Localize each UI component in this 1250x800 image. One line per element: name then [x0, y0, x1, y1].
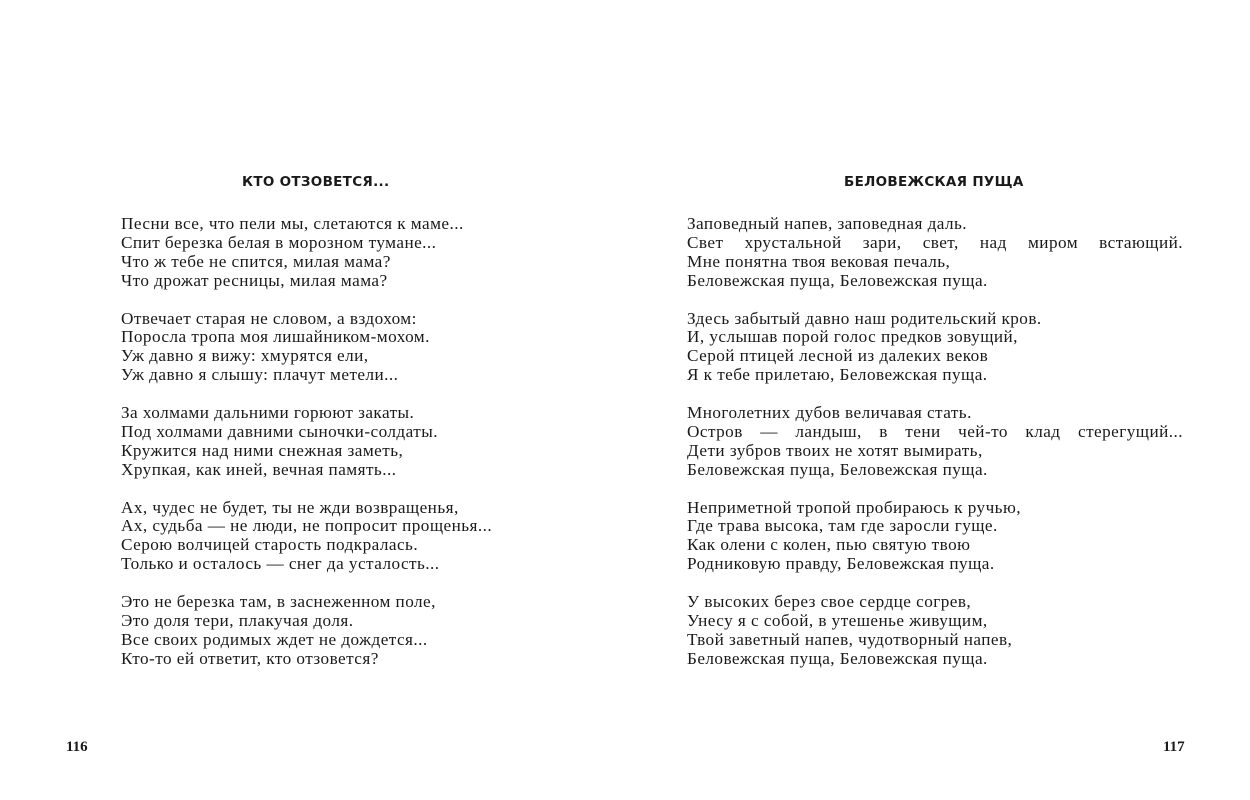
stanza — [121, 499, 601, 575]
stanza — [121, 310, 601, 386]
verse-line: Спит березка белая в морозном тумане... — [121, 232, 437, 252]
verse-line: За холмами дальними горюют закаты. — [121, 403, 415, 423]
verse-line: Свет хрустальной зари, свет, над миром встающий. — [687, 232, 1183, 252]
verse-line: Это не березка там, в заснеженном поле, — [121, 592, 436, 612]
verse-line: Что ж тебе не спится, милая мама? — [121, 251, 391, 271]
verse-line: У высоких берез свое сердце согрев, — [687, 592, 972, 612]
verse-line: Серой птицей лесной из далеких веков — [687, 346, 989, 366]
verse-line: Здесь забытый давно наш родительский кров. — [687, 308, 1042, 328]
verse-line: Дети зубров твоих не хотят вымирать, — [687, 440, 983, 460]
verse-line: Ах, судьба — не люди, не попросит прощенья... — [121, 516, 493, 536]
verse-line: Ах, чудес не будет, ты не жди возвращенья, — [121, 497, 459, 517]
verse-line: И, услышав порой голос предков зовущий, — [687, 327, 1018, 347]
verse-line: Поросла тропа моя лишайником-мохом. — [121, 327, 430, 347]
poem-body — [121, 215, 601, 688]
poem-title: КТО ОТЗОВЕТСЯ... — [242, 174, 390, 190]
poem-title: БЕЛОВЕЖСКАЯ ПУЩА — [844, 174, 1024, 190]
verse-line: Остров — ландыш, в тени чей-то клад стерегущий... — [687, 421, 1183, 441]
page-number: 117 — [1163, 739, 1185, 755]
right-page — [625, 0, 1250, 800]
verse-line: Беловежская пуща, Беловежская пуща. — [687, 270, 988, 290]
verse-line: Серою волчицей старость подкралась. — [121, 535, 419, 555]
verse-line: Мне понятна твоя вековая печаль, — [687, 251, 951, 271]
verse-line: Только и осталось — снег да усталость... — [121, 554, 440, 574]
stanza — [687, 215, 1187, 291]
stanza — [121, 404, 601, 480]
verse-line: Беловежская пуща, Беловежская пуща. — [687, 648, 988, 668]
stanza — [687, 593, 1187, 669]
verse-line: Твой заветный напев, чудотворный напев, — [687, 629, 1013, 649]
verse-line: Беловежская пуща, Беловежская пуща. — [687, 459, 988, 479]
stanza — [687, 310, 1187, 386]
verse-line: Я к тебе прилетаю, Беловежская пуща. — [687, 365, 988, 385]
verse-line: Заповедный напев, заповедная даль. — [687, 214, 968, 233]
verse-line: Уж давно я вижу: хмурятся ели, — [121, 346, 369, 366]
verse-line: Песни все, что пели мы, слетаются к маме... — [121, 214, 464, 233]
verse-line: Под холмами давними сыночки-солдаты. — [121, 421, 438, 441]
verse-line: Унесу я с собой, в утешенье живущим, — [687, 610, 988, 630]
stanza — [687, 499, 1187, 575]
verse-line: Многолетних дубов величавая стать. — [687, 403, 972, 423]
stanza — [121, 215, 601, 291]
verse-line: Это доля тери, плакучая доля. — [121, 610, 354, 630]
verse-line: Уж давно я слышу: плачут метели... — [121, 365, 399, 385]
page-number: 116 — [66, 739, 88, 755]
verse-line: Хрупкая, как иней, вечная память... — [121, 459, 397, 479]
stanza — [687, 404, 1187, 480]
verse-line: Что дрожат ресницы, милая мама? — [121, 270, 388, 290]
verse-line: Где трава высока, там где заросли гуще. — [687, 516, 998, 536]
verse-line: Неприметной тропой пробираюсь к ручью, — [687, 497, 1022, 517]
stanza — [121, 593, 601, 669]
verse-line: Как олени с колен, пью святую твою — [687, 535, 971, 555]
verse-line: Кто-то ей ответит, кто отзовется? — [121, 648, 379, 668]
verse-line: Родниковую правду, Беловежская пуща. — [687, 554, 995, 574]
verse-line: Все своих родимых ждет не дождется... — [121, 629, 428, 649]
poem-body — [687, 215, 1187, 688]
verse-line: Кружится над ними снежная заметь, — [121, 440, 404, 460]
verse-line: Отвечает старая не словом, а вздохом: — [121, 308, 417, 328]
